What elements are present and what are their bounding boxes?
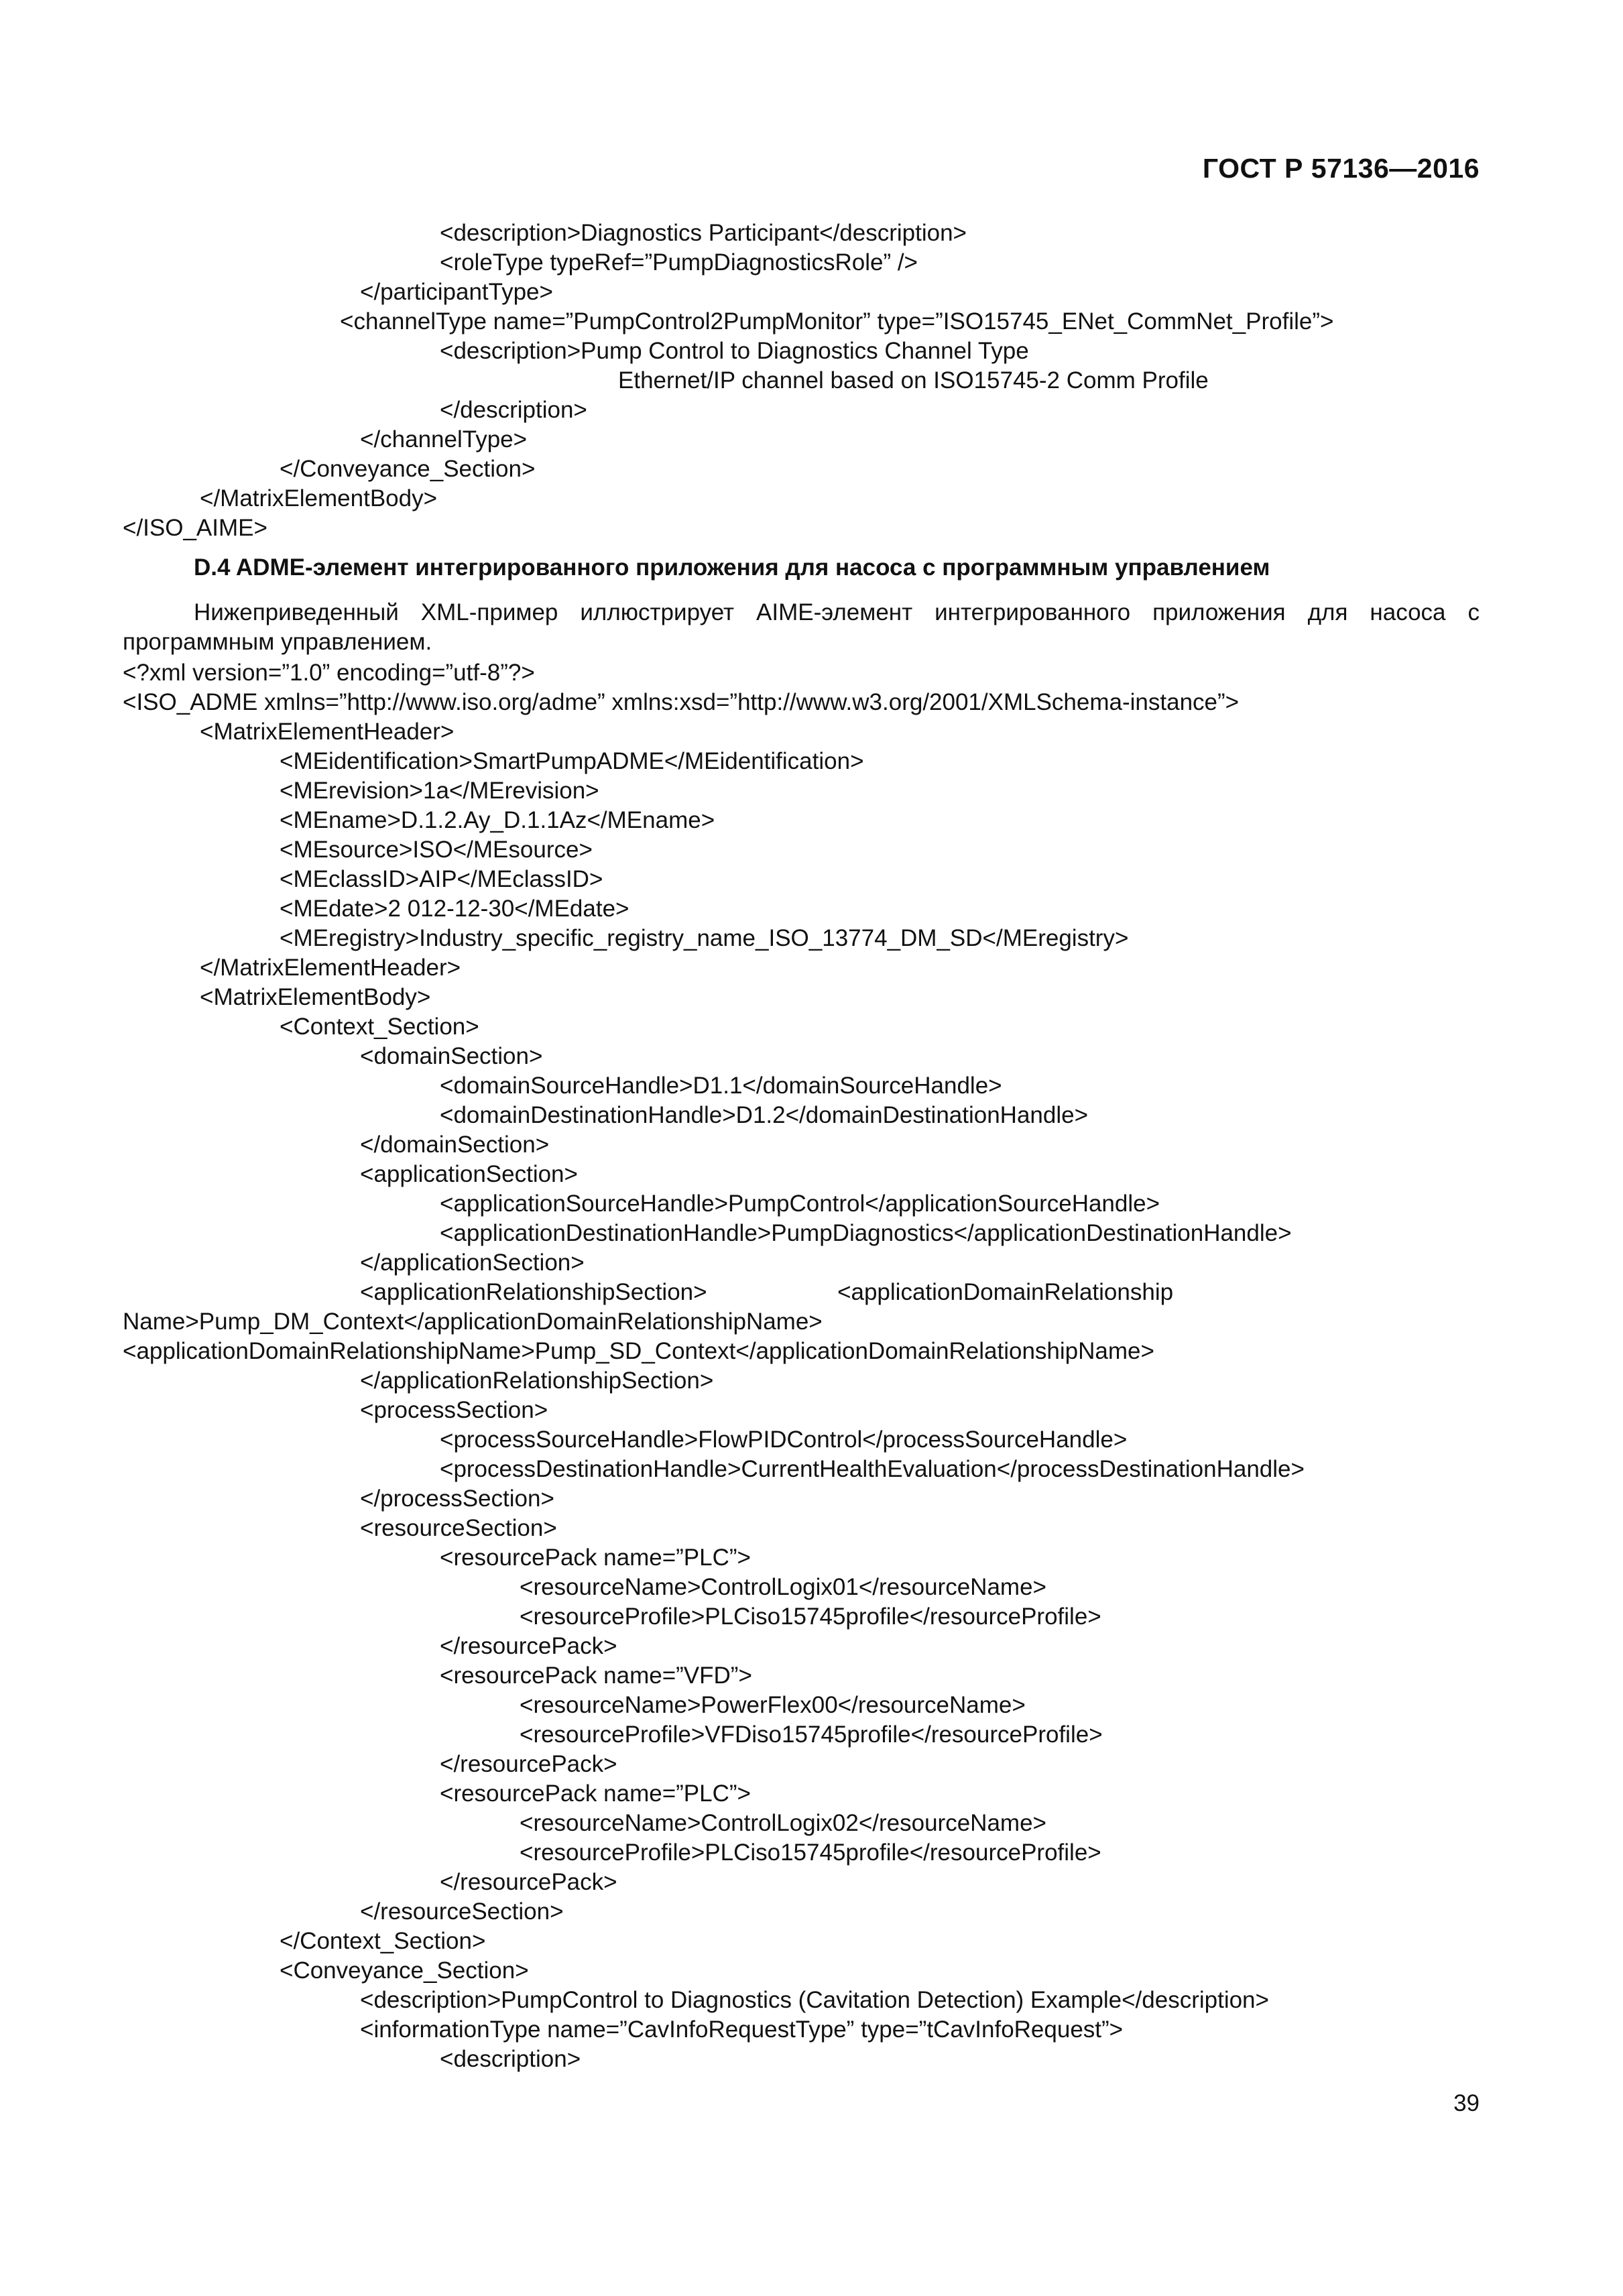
code-line: <processDestinationHandle>CurrentHealthEvaluation</processDestinationHandle>	[440, 1456, 1305, 1482]
code-line: <MErevision>1a</MErevision>	[280, 778, 599, 804]
code-line: <?xml version=”1.0” encoding=”utf-8”?>	[123, 660, 535, 686]
code-line: <domainSourceHandle>D1.1</domainSourceHandle>	[440, 1073, 1002, 1099]
code-line: </channelType>	[360, 426, 528, 452]
code-line: <description>PumpControl to Diagnostics (Cavitation Detection) Example</description>	[360, 1987, 1269, 2013]
code-line: </resourcePack>	[440, 1633, 617, 1659]
code-line: <Context_Section>	[280, 1014, 479, 1040]
code-line: </processSection>	[360, 1486, 554, 1512]
code-line: <resourceProfile>PLCiso15745profile</resourceProfile>	[520, 1839, 1101, 1866]
code-line: </participantType>	[360, 279, 553, 305]
code-line: <description>Pump Control to Diagnostics Channel Type	[440, 338, 1029, 364]
code-line: </description>	[440, 397, 587, 423]
code-line: </resourcePack>	[440, 1751, 617, 1777]
code-line: <informationType name=”CavInfoRequestType” type=”tCavInfoRequest”>	[360, 2016, 1124, 2043]
code-line: </resourceSection>	[360, 1898, 564, 1925]
code-line: <resourceName>PowerFlex00</resourceName>	[520, 1692, 1026, 1718]
code-line: <domainSection>	[360, 1043, 543, 1069]
standard-number: ГОСТ Р 57136—2016	[1202, 153, 1480, 184]
code-line: <MEdate>2 012-12-30</MEdate>	[280, 896, 629, 922]
code-line: <applicationRelationshipSection> <applicationDomainRelationship	[360, 1279, 1174, 1305]
code-line: <description>Diagnostics Participant</description>	[440, 220, 967, 246]
code-line: <MEsource>ISO</MEsource>	[280, 837, 593, 863]
code-line: <resourceProfile>VFDiso15745profile</resourceProfile>	[520, 1721, 1103, 1748]
page-number: 39	[1453, 2090, 1480, 2116]
code-line: <channelType name=”PumpControl2PumpMonitor” type=”ISO15745_ENet_CommNet_Profile”>	[340, 308, 1334, 335]
code-line: </Conveyance_Section>	[280, 456, 536, 482]
code-line: <resourcePack name=”VFD”>	[440, 1663, 752, 1689]
code-line: <processSection>	[360, 1397, 548, 1423]
code-line: <applicationSourceHandle>PumpControl</applicationSourceHandle>	[440, 1191, 1160, 1217]
code-line: <MEname>D.1.2.Ay_D.1.1Az</MEname>	[280, 807, 715, 833]
code-line: </ISO_AIME>	[123, 515, 267, 541]
code-line: <description>	[440, 2046, 581, 2072]
code-line: <resourcePack name=”PLC”>	[440, 1545, 751, 1571]
code-line: </applicationRelationshipSection>	[360, 1368, 714, 1394]
code-line: <applicationDestinationHandle>PumpDiagnostics</applicationDestinationHandle>	[440, 1220, 1292, 1246]
code-line: <MEidentification>SmartPumpADME</MEidentification>	[280, 748, 864, 774]
code-line: </resourcePack>	[440, 1869, 617, 1895]
intro-paragraph-line1: Нижеприведенный XML-пример иллюстрирует AIME-элемент интегрированного приложения для насоса с	[194, 599, 1480, 625]
code-line: </domainSection>	[360, 1132, 550, 1158]
section-heading: D.4 ADME-элемент интегрированного приложения для насоса с программным управлением	[194, 554, 1270, 581]
code-line: </MatrixElementBody>	[200, 485, 438, 511]
code-line: </Context_Section>	[280, 1928, 486, 1954]
code-line: <applicationSection>	[360, 1161, 578, 1187]
code-line: <roleType typeRef=”PumpDiagnosticsRole” />	[440, 249, 918, 276]
code-line: <Conveyance_Section>	[280, 1957, 529, 1984]
code-line: <resourceSection>	[360, 1515, 557, 1541]
code-line: <processSourceHandle>FlowPIDControl</processSourceHandle>	[440, 1427, 1128, 1453]
code-line: <resourceName>ControlLogix02</resourceName>	[520, 1810, 1046, 1836]
code-line: <resourcePack name=”PLC”>	[440, 1780, 751, 1807]
code-line: <ISO_ADME xmlns=”http://www.iso.org/adme” xmlns:xsd=”http://www.w3.org/2001/XMLSchema-instance”>	[123, 689, 1240, 715]
code-line: <MatrixElementBody>	[200, 984, 431, 1010]
code-line: <MatrixElementHeader>	[200, 719, 455, 745]
code-line: </applicationSection>	[360, 1250, 585, 1276]
intro-paragraph-line2: программным управлением.	[123, 629, 432, 655]
code-line: Ethernet/IP channel based on ISO15745-2 Comm Profile	[618, 367, 1209, 394]
code-line: <domainDestinationHandle>D1.2</domainDestinationHandle>	[440, 1102, 1089, 1128]
code-line: Name>Pump_DM_Context</applicationDomainRelationshipName>	[123, 1309, 823, 1335]
code-line: </MatrixElementHeader>	[200, 955, 461, 981]
code-line: <MEclassID>AIP</MEclassID>	[280, 866, 603, 892]
code-line: <MEregistry>Industry_specific_registry_name_ISO_13774_DM_SD</MEregistry>	[280, 925, 1129, 951]
code-line: <resourceProfile>PLCiso15745profile</resourceProfile>	[520, 1604, 1101, 1630]
code-line: <applicationDomainRelationshipName>Pump_SD_Context</applicationDomainRelationshipName>	[123, 1338, 1154, 1364]
code-line: <resourceName>ControlLogix01</resourceName>	[520, 1574, 1046, 1600]
